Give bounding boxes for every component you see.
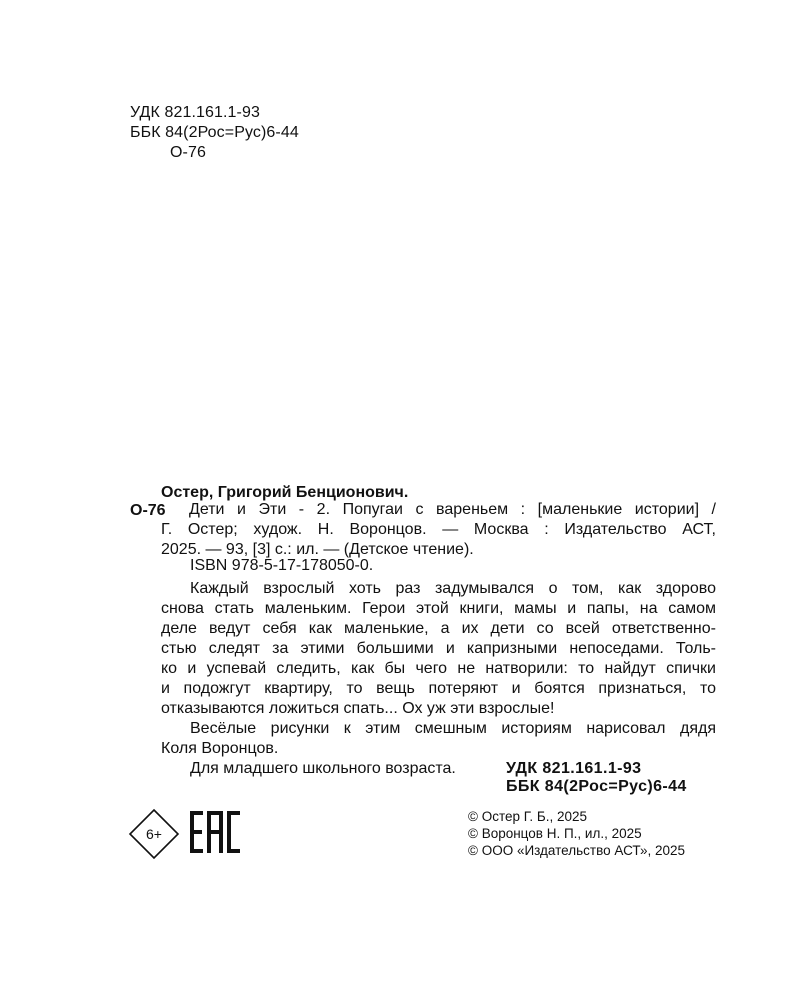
- bib-line-1: Дети и Эти - 2. Попугаи с вареньем : [маленькие истории] /: [189, 501, 716, 518]
- annotation-line: деле ведут себя как маленькие, а их дети со всей ответственно-: [161, 620, 716, 637]
- bib-line-2: Г. Остер; худож. Н. Воронцов. — Москва : Издательство АСТ,: [161, 521, 716, 538]
- bottom-udk-code: УДК 821.161.1-93: [506, 760, 642, 777]
- annotation-line: и подожгут квартиру, то вещь потеряют и боятся признаться, то: [161, 680, 716, 697]
- bottom-bbk-code: ББК 84(2Рос=Рус)6-44: [506, 778, 687, 795]
- bibliographic-description: [161, 500, 716, 560]
- annotation-line: Каждый взрослый хоть раз задумывался о том, как здорово: [190, 580, 716, 597]
- annotation-line: Весёлые рисунки к этим смешным историям нарисовал дядя: [190, 720, 716, 737]
- bib-line-3: 2025. — 93, [3] с.: ил. — (Детское чтение).: [161, 541, 474, 558]
- copyright-block: [468, 808, 685, 859]
- author-heading: Остер, Григорий Бенционович.: [161, 484, 409, 501]
- annotation-line: отказываются ложиться спать... Ох уж эти взрослые!: [161, 700, 555, 717]
- age-note: Для младшего школьного возраста.: [190, 760, 456, 777]
- annotation-line: стью следят за этими большими и капризными непоседами. Толь-: [161, 640, 716, 657]
- author-code-label: О-76: [130, 502, 166, 519]
- annotation-line: снова стать маленьким. Герои этой книги, мамы и папы, на самом: [161, 600, 716, 617]
- isbn: ISBN 978-5-17-178050-0.: [190, 557, 374, 574]
- copyright-publisher: © ООО «Издательство АСТ», 2025: [468, 843, 686, 858]
- copyright-illustrator: © Воронцов Н. П., ил., 2025: [468, 826, 642, 841]
- top-bbk-code: ББК 84(2Рос=Рус)6-44: [130, 124, 299, 141]
- top-author-code: О-76: [170, 144, 206, 161]
- annotation: [161, 579, 716, 779]
- age-rating-badge: [128, 808, 180, 860]
- top-udk-code: УДК 821.161.1-93: [130, 104, 260, 121]
- annotation-line: ко и успевай следить, как бы чего не натворили: то найдут спички: [161, 660, 716, 677]
- annotation-line: Коля Воронцов.: [161, 740, 279, 757]
- eac-conformity-icon: [189, 809, 241, 855]
- copyright-author: © Остер Г. Б., 2025: [468, 809, 588, 824]
- age-rating-text: 6+: [146, 826, 162, 842]
